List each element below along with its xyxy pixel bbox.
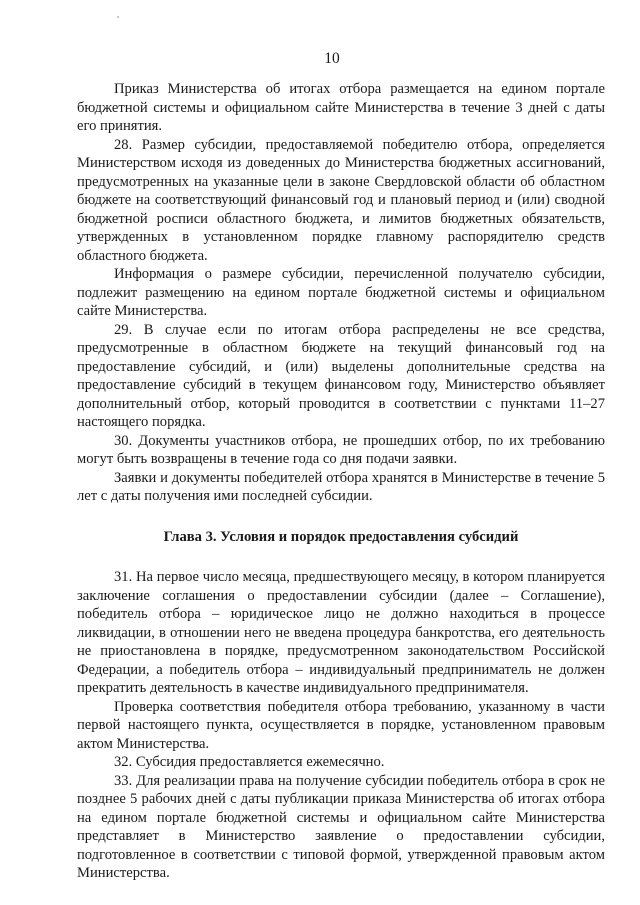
paragraph-applications-storage: Заявки и документы победителей отбора хранятся в Министерстве в течение 5 лет с даты получения ими последней субсидии. [77, 469, 605, 504]
paragraph-33-application: 33. Для реализации права на получение субсидии победитель отбора в срок не позднее 5 рабочих дней с даты публикации приказа Министерства об итогах отбора на едином портале бюджетной системы и официальном сайте Министерства представляет в Министерство заявление о предоставлении субсидии, подготовленное в соответствии с типовой формой, утвержденной правовым актом Министерства. [77, 772, 605, 881]
paragraph-31-requirements: 31. На первое число месяца, предшествующего месяцу, в котором планируется заключение соглашения о предоставлении субсидии (далее – Соглашение), победитель отбора – юридическое лицо не должно находиться в процессе ликвидации, в отношении него не введена процедура банкротства, его деятельность не приостановлена в порядке, предусмотренном законодательством Российской Федерации, а победитель отбора – индивидуальный предприниматель не должен прекратить деятельность в качестве индивидуального предпринимателя. [77, 569, 605, 696]
paragraph-30-documents-return: 30. Документы участников отбора, не прошедших отбор, по их требованию могут быть возвращены в течение года со дня подачи заявки. [77, 432, 605, 467]
document-body [77, 80, 605, 883]
paragraph-subsidy-info: Информация о размере субсидии, перечисленной получателю субсидии, подлежит размещению на едином портале бюджетной системы и официальном сайте Министерства. [77, 266, 605, 319]
chapter-heading: Глава 3. Условия и порядок предоставления субсидий [163, 528, 519, 545]
paragraph-order-publication: Приказ Министерства об итогах отбора размещается на едином портале бюджетной системы и официальном сайте Министерства в течение 3 дней с даты его принятия. [77, 81, 605, 134]
paragraph-29-additional-selection: 29. В случае если по итогам отбора распределены не все средства, предусмотренные в областном бюджете на текущий финансовый год на предоставление субсидий, и (или) выделены дополнительные средства на предоставление субсидий в текущем финансовом году, Министерство объявляет дополнительный отбор, который проводится в соответствии с пунктами 11–27 настоящего порядка. [77, 321, 605, 430]
paragraph-28-subsidy-amount: 28. Размер субсидии, предоставляемой победителю отбора, определяется Министерством исходя из доведенных до Министерства бюджетных ассигнований, предусмотренных на указанные цели в законе Свердловской области об областном бюджете на соответствующий финансовый год и плановый период и (или) сводной бюджетной росписи областного бюджета, и лимитов бюджетных обязательств, утвержденных в установленном порядке главному распорядителю средств областного бюджета. [77, 136, 605, 264]
paragraph-32-monthly: 32. Субсидия предоставляется ежемесячно. [114, 754, 385, 770]
scan-speck [117, 16, 119, 18]
paragraph-compliance-check: Проверка соответствия победителя отбора требованию, указанному в части первой настоящего пункта, осуществляется в порядке, установленном правовым актом Министерства. [77, 698, 605, 752]
page-number: 10 [324, 50, 340, 67]
